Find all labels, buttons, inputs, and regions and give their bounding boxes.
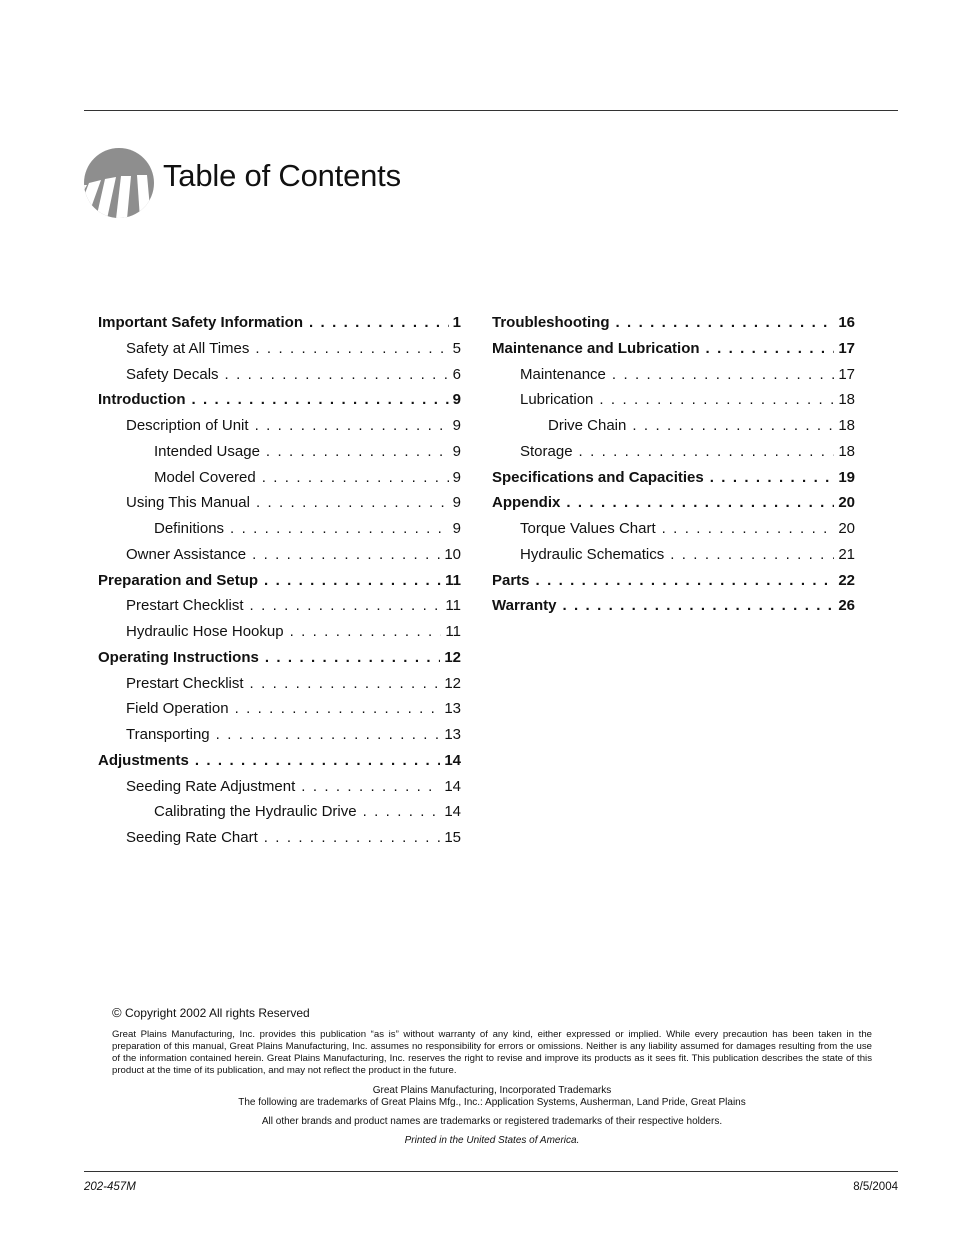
toc-leader-dots <box>264 568 441 594</box>
toc-section-entry[interactable] <box>492 310 855 336</box>
toc-leader-dots <box>632 413 834 439</box>
toc-subsection-entry[interactable] <box>98 619 461 645</box>
toc-entry-title: Prestart Checklist <box>126 597 244 615</box>
toc-leader-dots <box>256 490 449 516</box>
toc-section-entry[interactable] <box>492 465 855 491</box>
copyright-text: Copyright 2002 All rights Reserved <box>124 1006 310 1020</box>
toc-entry-page: 9 <box>452 520 461 537</box>
toc-leader-dots <box>579 439 835 465</box>
toc-subsection-entry[interactable] <box>98 825 461 851</box>
toc-entry-title: Description of Unit <box>126 417 249 434</box>
toc-leader-dots <box>255 413 449 439</box>
trademarks-title: Great Plains Manufacturing, Incorporated Trademarks <box>372 1085 612 1096</box>
toc-entry-title: Storage <box>520 442 573 460</box>
toc-entry-page: 15 <box>444 829 461 846</box>
toc-leader-dots <box>566 490 834 516</box>
toc-subsection-entry[interactable] <box>98 336 461 362</box>
toc-entry-page: 11 <box>445 623 461 640</box>
toc-entry-title: Transporting <box>126 726 210 743</box>
toc-entry-page: 9 <box>452 468 461 486</box>
trademarks-list: The following are trademarks of Great Plains Mfg., Inc.: Application Systems, Ausherman, Land Pride, Great Plains <box>238 1097 746 1108</box>
toc-leader-dots <box>230 516 449 542</box>
toc-entry-page: 9 <box>452 391 461 409</box>
toc-section-entry[interactable] <box>98 310 461 336</box>
toc-entry-title: Definitions <box>154 520 225 537</box>
toc-entry-page: 9 <box>452 442 461 460</box>
toc-leader-dots <box>599 387 834 413</box>
toc-entry-title: Intended Usage <box>154 442 260 460</box>
document-number: 202-457M <box>84 1181 136 1193</box>
toc-entry-title: Parts <box>492 571 530 589</box>
toc-entry-page: 20 <box>838 494 855 512</box>
toc-entry-title: Warranty <box>492 597 557 615</box>
toc-subsection-entry[interactable] <box>492 439 855 465</box>
toc-leader-dots <box>255 336 448 362</box>
toc-section-entry[interactable] <box>98 387 461 413</box>
toc-entry-page: 11 <box>445 571 461 589</box>
toc-section-entry[interactable] <box>492 593 855 619</box>
toc-subsection-entry[interactable] <box>98 439 461 465</box>
top-rule <box>84 110 898 111</box>
toc-subsection-entry[interactable] <box>98 516 461 542</box>
toc-entry-title: Hydraulic Hose Hookup <box>126 623 284 640</box>
printed-notice: Printed in the United States of America. <box>404 1135 580 1146</box>
toc-leader-dots <box>616 310 835 336</box>
toc-entry-title: Drive Chain <box>548 417 627 434</box>
document-date: 8/5/2004 <box>853 1181 898 1193</box>
toc-entry-title: Torque Values Chart <box>520 520 656 537</box>
copyright-line <box>112 1006 872 1020</box>
toc-entry-title: Seeding Rate Chart <box>126 829 258 846</box>
toc-entry-page: 12 <box>444 648 461 666</box>
toc-entry-title: Hydraulic Schematics <box>520 545 665 563</box>
toc-entry-page: 5 <box>452 339 461 357</box>
toc-subsection-entry[interactable] <box>492 413 855 439</box>
toc-entry-title: Introduction <box>98 391 186 409</box>
toc-leader-dots <box>264 825 441 851</box>
disclaimer: Great Plains Manufacturing, Inc. provides this publication “as is” without warranty of any kind, either expressed or implied. While every precaution has been taken in the preparation of this manual, Great Plains Manufacturing, Inc. assumes no responsibility for errors or omissions. Neither is any liability assumed for damages resulting from the use of the information contained herein. Great Plains Manufacturing, Inc. reserves the right to revise and improve its products as it sees fit. This publication describes the state of this product at the time of its publication, and may not reflect the product in the future. <box>112 1029 872 1076</box>
toc-leader-dots <box>536 568 835 594</box>
toc-leader-dots <box>265 645 440 671</box>
toc-subsection-entry[interactable] <box>98 774 461 800</box>
toc-entry-title: Owner Assistance <box>126 545 247 563</box>
toc-entry-title: Maintenance and Lubrication <box>492 339 700 357</box>
toc-entry-title: Safety at All Times <box>126 339 250 357</box>
toc-entry-page: 1 <box>452 314 461 331</box>
toc-entry-page: 18 <box>838 442 855 460</box>
toc-leader-dots <box>225 362 449 388</box>
toc-entry-page: 13 <box>444 700 461 718</box>
toc-leader-dots <box>662 516 835 542</box>
toc-entry-page: 19 <box>838 468 855 486</box>
toc-subsection-entry[interactable] <box>98 542 461 568</box>
toc-leader-dots <box>290 619 442 645</box>
toc-entry-page: 14 <box>444 777 461 795</box>
toc-section-entry[interactable] <box>492 336 855 362</box>
toc-entry-page: 21 <box>838 545 855 563</box>
toc-column-left <box>98 310 461 851</box>
toc-entry-page: 18 <box>838 417 855 434</box>
toc-entry-title: Model Covered <box>154 468 256 486</box>
toc-leader-dots <box>562 593 834 619</box>
toc-subsection-entry[interactable] <box>98 413 461 439</box>
toc-leader-dots <box>252 542 440 568</box>
toc-subsection-entry[interactable] <box>98 362 461 388</box>
toc-leader-dots <box>262 465 449 491</box>
toc-entry-page: 11 <box>445 597 461 615</box>
toc-entry-title: Important Safety Information <box>98 314 304 331</box>
toc-entry-page: 18 <box>838 391 855 409</box>
toc-entry-title: Maintenance <box>520 365 606 383</box>
toc-subsection-entry[interactable] <box>492 542 855 568</box>
copyright-symbol: © <box>112 1005 122 1020</box>
toc-subsection-entry[interactable] <box>492 362 855 388</box>
toc-entry-title: Appendix <box>492 494 561 512</box>
toc-subsection-entry[interactable] <box>492 387 855 413</box>
toc-subsection-entry[interactable] <box>98 593 461 619</box>
toc-subsection-entry[interactable] <box>98 696 461 722</box>
toc-entry-page: 9 <box>452 494 461 512</box>
toc-subsection-entry[interactable] <box>98 722 461 748</box>
toc-entry-page: 22 <box>838 571 855 589</box>
toc-entry-title: Specifications and Capacities <box>492 468 704 486</box>
toc-entry-title: Lubrication <box>520 391 594 409</box>
toc-column-right <box>492 310 855 619</box>
page-title: Table of Contents <box>163 158 401 193</box>
toc-leader-dots <box>216 722 441 748</box>
toc-leader-dots <box>250 671 441 697</box>
toc-entry-page: 14 <box>444 803 461 821</box>
toc-subsection-entry[interactable] <box>98 799 461 825</box>
toc-entry-title: Operating Instructions <box>98 648 259 666</box>
toc-leader-dots <box>301 774 440 800</box>
toc-section-entry[interactable] <box>98 748 461 774</box>
toc-leader-dots <box>612 362 834 388</box>
other-brands-notice: All other brands and product names are trademarks or registered trademarks of their respective holders. <box>261 1116 723 1127</box>
toc-entry-page: 20 <box>838 520 855 537</box>
toc-entry-title: Safety Decals <box>126 365 219 383</box>
toc-entry-title: Seeding Rate Adjustment <box>126 777 296 795</box>
toc-entry-page: 26 <box>838 597 855 615</box>
toc-entry-title: Calibrating the Hydraulic Drive <box>154 803 357 821</box>
toc-entry-page: 16 <box>838 314 855 331</box>
toc-subsection-entry[interactable] <box>492 516 855 542</box>
toc-entry-title: Using This Manual <box>126 494 250 512</box>
toc-section-entry[interactable] <box>492 490 855 516</box>
toc-section-entry[interactable] <box>98 568 461 594</box>
toc-section-entry[interactable] <box>492 568 855 594</box>
toc-leader-dots <box>195 748 440 774</box>
toc-leader-dots <box>235 696 441 722</box>
toc-entry-title: Adjustments <box>98 751 189 769</box>
toc-leader-dots <box>191 387 448 413</box>
toc-entry-page: 17 <box>838 339 855 357</box>
toc-leader-dots <box>710 465 835 491</box>
toc-section-entry[interactable] <box>98 645 461 671</box>
toc-subsection-entry[interactable] <box>98 490 461 516</box>
toc-leader-dots <box>706 336 835 362</box>
toc-entry-title: Field Operation <box>126 700 229 718</box>
toc-entry-page: 10 <box>444 545 461 563</box>
toc-entry-title: Prestart Checklist <box>126 674 244 692</box>
toc-leader-dots <box>250 593 442 619</box>
toc-subsection-entry[interactable] <box>98 465 461 491</box>
toc-leader-dots <box>266 439 449 465</box>
toc-entry-title: Preparation and Setup <box>98 571 259 589</box>
bottom-rule <box>84 1171 898 1172</box>
toc-entry-page: 14 <box>444 751 461 769</box>
toc-entry-page: 6 <box>452 365 461 383</box>
toc-entry-page: 9 <box>452 417 461 434</box>
toc-leader-dots <box>363 799 441 825</box>
toc-entry-page: 12 <box>444 674 461 692</box>
toc-subsection-entry[interactable] <box>98 671 461 697</box>
toc-entry-page: 13 <box>444 726 461 743</box>
great-plains-logo-icon <box>83 147 155 219</box>
toc-leader-dots <box>670 542 834 568</box>
toc-leader-dots <box>309 310 449 336</box>
toc-entry-title: Troubleshooting <box>492 314 610 331</box>
toc-entry-page: 17 <box>838 365 855 383</box>
